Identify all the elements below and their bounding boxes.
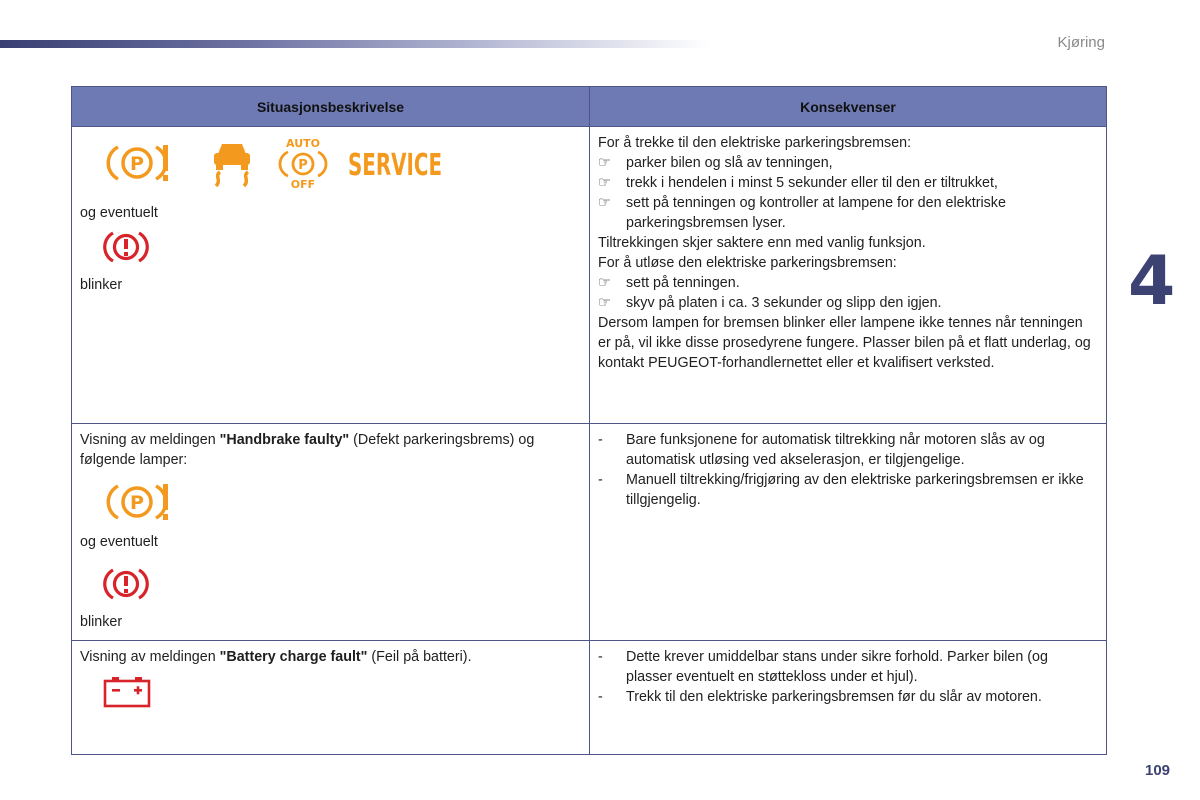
pointing-hand-icon: ☞ (598, 295, 611, 311)
situation-cell (72, 127, 590, 424)
top-gradient-bar (0, 40, 710, 48)
message-name: "Battery charge fault" (219, 649, 368, 665)
parking-brake-warning-icon (108, 141, 172, 191)
pointing-hand-icon: ☞ (598, 155, 611, 171)
message-description: Visning av meldingen "Handbrake faulty" (Defekt parkeringsbrems) og følgende lamper: (80, 432, 535, 468)
parking-brake-warning-icon (108, 480, 172, 530)
consequence-cell (590, 127, 1107, 424)
message-description: Visning av meldingen "Battery charge fault" (Feil på batteri). (80, 649, 472, 665)
consequence-cell (590, 641, 1107, 755)
page-number: 109 (1145, 762, 1171, 779)
battery-lamp (102, 675, 581, 715)
bullet-item: ☞ sett på tenningen. (598, 275, 740, 291)
consequence-cell (590, 424, 1107, 641)
situation-cell (72, 641, 590, 755)
auto-parking-off-icon (280, 136, 326, 196)
battery-icon (102, 675, 152, 715)
and-maybe-text: og eventuelt (80, 205, 158, 221)
table-row (72, 641, 1107, 755)
text-paragraph: Dersom lampen for bremsen blinker eller lampene ikke tennes når tenningen er på, vil ikke disse prosedyrene fungere. Plasser bilen på et flatt underlag, og kontakt PEUGEOT-forhandlernettet eller et kvalifisert verksted. (598, 315, 1091, 371)
dash-item: - Dette krever umiddelbar stans under sikre forhold. Parker bilen (og plasser eventuelt en støttekloss under et hjul). (598, 649, 1048, 685)
brake-warning-lamp (106, 566, 581, 606)
svg-text:P: P (130, 153, 144, 175)
text-line: For å trekke til den elektriske parkeringsbremsen: (598, 135, 912, 151)
off-label: OFF (290, 178, 316, 191)
pointing-hand-icon: ☞ (598, 175, 611, 191)
bullet-item: ☞ parker bilen og slå av tenningen, (598, 155, 833, 171)
chapter-number: 4 (1128, 242, 1176, 321)
table-header-row (72, 87, 1107, 127)
dash-item: - Manuell tiltrekking/frigjøring av den elektriske parkeringsbremsen er ikke tillgjengelig. (598, 472, 1084, 508)
text-line: Tiltrekkingen skjer saktere enn med vanlig funksjon. (598, 235, 926, 251)
bullet-item: ☞ trekk i hendelen i minst 5 sekunder eller til den er tiltrukket, (598, 175, 998, 191)
bullet-item: ☞ skyv på platen i ca. 3 sekunder og slipp den igjen. (598, 295, 942, 311)
bullet-item: ☞ sett på tenningen og kontroller at lampene for den elektriske parkeringsbremsen lyser. (598, 195, 1006, 231)
blinks-text: blinker (80, 277, 123, 293)
column-header-situation: Situasjonsbeskrivelse (72, 87, 590, 127)
message-name: "Handbrake faulty" (219, 432, 350, 448)
table-row (72, 127, 1107, 424)
pointing-hand-icon: ☞ (598, 195, 611, 211)
text-line: For å utløse den elektriske parkeringsbremsen: (598, 255, 897, 271)
svg-text:P: P (130, 492, 144, 514)
warning-table (71, 86, 1107, 755)
column-header-consequences: Konsekvenser (590, 87, 1107, 127)
table-row (72, 424, 1107, 641)
brake-warning-icon (106, 229, 146, 271)
warning-lamps-group (108, 480, 581, 524)
auto-label: AUTO (286, 137, 320, 150)
warning-lamps-group (80, 137, 581, 195)
situation-cell (72, 424, 590, 641)
blinks-text: blinker (80, 614, 123, 630)
pointing-hand-icon: ☞ (598, 275, 611, 291)
dash-item: - Trekk til den elektriske parkeringsbremsen før du slår av motoren. (598, 689, 1042, 705)
svg-text:P: P (298, 158, 308, 173)
brake-warning-lamp (106, 229, 581, 269)
and-maybe-text: og eventuelt (80, 534, 158, 550)
service-icon (348, 143, 444, 189)
service-label: SERVICE (348, 148, 442, 183)
section-title: Kjøring (1057, 34, 1105, 51)
traction-control-icon (208, 138, 256, 194)
brake-warning-icon (106, 566, 146, 608)
dash-item: - Bare funksjonene for automatisk tiltrekking når motoren slås av og automatisk utløsing ved akselerasjon, er tilgjengelige. (598, 432, 1045, 468)
